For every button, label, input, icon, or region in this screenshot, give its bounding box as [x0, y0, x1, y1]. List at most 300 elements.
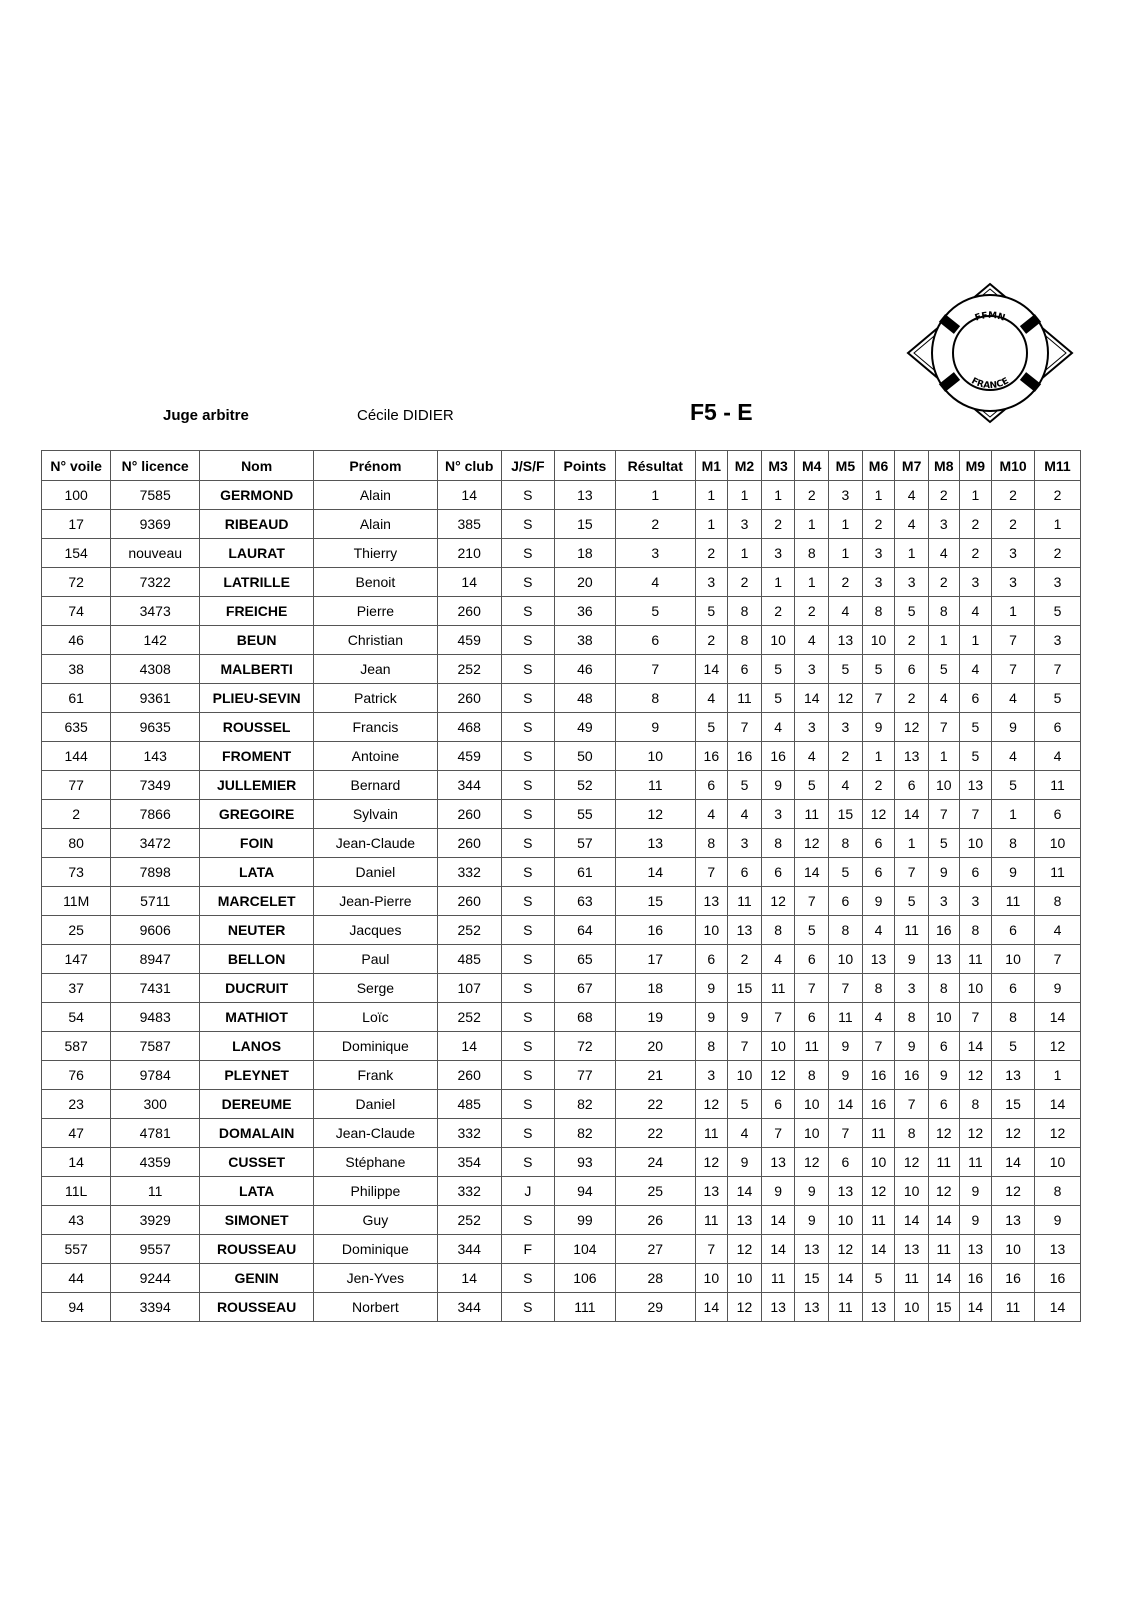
table-cell: 12 [795, 1148, 829, 1177]
column-header: M3 [761, 451, 795, 481]
table-cell: 4 [959, 597, 992, 626]
table-row [42, 1264, 1081, 1293]
table-cell: 10 [761, 626, 795, 655]
table-cell: 12 [829, 1235, 863, 1264]
table-cell: 14 [928, 1264, 959, 1293]
table-cell: S [501, 655, 554, 684]
table-cell: 2 [895, 626, 929, 655]
table-cell: 7866 [111, 800, 200, 829]
table-cell: 11 [895, 1264, 929, 1293]
table-cell: Alain [314, 510, 437, 539]
table-cell: 4 [695, 800, 728, 829]
table-cell: 4 [928, 539, 959, 568]
table-cell: 12 [1034, 1119, 1080, 1148]
table-cell: LANOS [200, 1032, 314, 1061]
table-cell: Benoit [314, 568, 437, 597]
table-cell: LATA [200, 1177, 314, 1206]
table-cell: 14 [761, 1235, 795, 1264]
table-cell: Jean-Claude [314, 1119, 437, 1148]
table-cell: 1 [862, 481, 895, 510]
table-cell: 9 [761, 771, 795, 800]
table-cell: 6 [695, 771, 728, 800]
table-cell: 2 [862, 510, 895, 539]
table-cell: 7 [862, 684, 895, 713]
table-cell: 8 [695, 829, 728, 858]
table-cell: 7 [928, 800, 959, 829]
table-cell: LATA [200, 858, 314, 887]
table-cell: 3 [829, 481, 863, 510]
table-cell: ROUSSEAU [200, 1293, 314, 1322]
table-row [42, 974, 1081, 1003]
table-cell: 7587 [111, 1032, 200, 1061]
table-cell: Paul [314, 945, 437, 974]
table-cell: 6 [795, 1003, 829, 1032]
table-cell: 20 [616, 1032, 696, 1061]
table-cell: 5 [795, 771, 829, 800]
table-cell: 4 [795, 626, 829, 655]
table-cell: 1 [695, 510, 728, 539]
table-cell: 2 [829, 568, 863, 597]
table-cell: LAURAT [200, 539, 314, 568]
table-cell: 14 [992, 1148, 1035, 1177]
table-cell: 14 [437, 568, 501, 597]
table-cell: 104 [554, 1235, 615, 1264]
table-cell: 14 [728, 1177, 762, 1206]
table-cell: 16 [1034, 1264, 1080, 1293]
table-cell: 46 [42, 626, 111, 655]
table-cell: 63 [554, 887, 615, 916]
table-cell: 3 [728, 829, 762, 858]
table-cell: 7431 [111, 974, 200, 1003]
column-header: M4 [795, 451, 829, 481]
table-cell: 12 [895, 1148, 929, 1177]
table-cell: 28 [616, 1264, 696, 1293]
table-cell: 3 [616, 539, 696, 568]
table-cell: 8 [728, 626, 762, 655]
table-cell: MATHIOT [200, 1003, 314, 1032]
table-cell: 48 [554, 684, 615, 713]
table-cell: 4 [761, 713, 795, 742]
table-cell: 43 [42, 1206, 111, 1235]
table-cell: 82 [554, 1090, 615, 1119]
table-cell: 16 [959, 1264, 992, 1293]
table-cell: Serge [314, 974, 437, 1003]
table-cell: 5 [795, 916, 829, 945]
table-cell: S [501, 1090, 554, 1119]
table-cell: 3 [761, 800, 795, 829]
table-cell: 7585 [111, 481, 200, 510]
table-cell: 5 [1034, 597, 1080, 626]
table-cell: 3 [761, 539, 795, 568]
table-cell: Alain [314, 481, 437, 510]
table-cell: 24 [616, 1148, 696, 1177]
table-cell: 1 [795, 510, 829, 539]
table-cell: 11 [862, 1206, 895, 1235]
table-cell: 10 [1034, 1148, 1080, 1177]
table-cell: 12 [616, 800, 696, 829]
table-cell: 4 [795, 742, 829, 771]
table-cell: 52 [554, 771, 615, 800]
table-cell: 2 [616, 510, 696, 539]
table-cell: 11 [895, 916, 929, 945]
table-cell: Dominique [314, 1032, 437, 1061]
table-cell: FREICHE [200, 597, 314, 626]
table-cell: 2 [795, 481, 829, 510]
table-cell: Jean-Pierre [314, 887, 437, 916]
table-cell: 8 [895, 1003, 929, 1032]
table-cell: S [501, 597, 554, 626]
table-cell: 5 [992, 1032, 1035, 1061]
table-cell: 11 [992, 1293, 1035, 1322]
table-cell: 5 [728, 1090, 762, 1119]
table-cell: 11 [992, 887, 1035, 916]
table-cell: 61 [554, 858, 615, 887]
table-cell: 260 [437, 1061, 501, 1090]
column-header: M1 [695, 451, 728, 481]
table-cell: 23 [42, 1090, 111, 1119]
table-cell: 36 [554, 597, 615, 626]
table-cell: 3473 [111, 597, 200, 626]
table-cell: 9 [1034, 974, 1080, 1003]
table-cell: 26 [616, 1206, 696, 1235]
table-cell: 10 [695, 916, 728, 945]
table-cell: S [501, 626, 554, 655]
table-cell: 9 [829, 1061, 863, 1090]
table-cell: 94 [554, 1177, 615, 1206]
table-cell: 9 [829, 1032, 863, 1061]
table-cell: 8 [728, 597, 762, 626]
table-cell: Philippe [314, 1177, 437, 1206]
table-cell: 14 [1034, 1003, 1080, 1032]
table-row [42, 539, 1081, 568]
table-cell: 3 [795, 655, 829, 684]
table-cell: 1 [761, 481, 795, 510]
table-cell: 9 [616, 713, 696, 742]
table-cell: 14 [695, 1293, 728, 1322]
table-cell: 20 [554, 568, 615, 597]
table-cell: 5 [728, 771, 762, 800]
table-cell: 6 [895, 771, 929, 800]
table-cell: 8 [992, 829, 1035, 858]
table-cell: LATRILLE [200, 568, 314, 597]
table-cell: 11 [1034, 771, 1080, 800]
table-cell: 2 [829, 742, 863, 771]
table-cell: 4781 [111, 1119, 200, 1148]
table-cell: 3 [992, 568, 1035, 597]
table-cell: 9 [1034, 1206, 1080, 1235]
table-cell: 7 [895, 858, 929, 887]
table-cell: 12 [695, 1090, 728, 1119]
table-cell: 2 [928, 568, 959, 597]
table-cell: 12 [959, 1061, 992, 1090]
table-cell: 11 [695, 1206, 728, 1235]
table-cell: 13 [862, 1293, 895, 1322]
table-cell: 3 [992, 539, 1035, 568]
table-cell: 10 [795, 1090, 829, 1119]
table-cell: 10 [616, 742, 696, 771]
table-cell: 11 [862, 1119, 895, 1148]
table-cell: 29 [616, 1293, 696, 1322]
table-cell: 21 [616, 1061, 696, 1090]
table-row [42, 1119, 1081, 1148]
table-cell: 9 [728, 1003, 762, 1032]
table-cell: 11M [42, 887, 111, 916]
table-cell: 13 [862, 945, 895, 974]
table-cell: S [501, 713, 554, 742]
table-cell: 4308 [111, 655, 200, 684]
table-cell: 12 [992, 1119, 1035, 1148]
table-cell: 5 [695, 713, 728, 742]
table-cell: FOIN [200, 829, 314, 858]
table-cell: 47 [42, 1119, 111, 1148]
table-cell: 8 [761, 916, 795, 945]
table-cell: Jen-Yves [314, 1264, 437, 1293]
table-cell: 4 [1034, 742, 1080, 771]
table-cell: 8 [795, 539, 829, 568]
table-cell: 142 [111, 626, 200, 655]
table-cell: 13 [554, 481, 615, 510]
table-cell: 4 [728, 1119, 762, 1148]
table-row [42, 1206, 1081, 1235]
table-cell: 1 [829, 510, 863, 539]
table-cell: 6 [829, 887, 863, 916]
table-cell: 2 [928, 481, 959, 510]
table-cell: 260 [437, 887, 501, 916]
table-cell: 9635 [111, 713, 200, 742]
table-cell: 6 [728, 858, 762, 887]
table-cell: ROUSSEAU [200, 1235, 314, 1264]
table-cell: 485 [437, 1090, 501, 1119]
table-cell: 6 [928, 1090, 959, 1119]
table-cell: 300 [111, 1090, 200, 1119]
table-cell: 8 [761, 829, 795, 858]
table-cell: S [501, 1293, 554, 1322]
table-row [42, 510, 1081, 539]
table-cell: 9 [761, 1177, 795, 1206]
table-cell: 14 [795, 684, 829, 713]
table-row [42, 597, 1081, 626]
table-cell: GENIN [200, 1264, 314, 1293]
column-header: J/S/F [501, 451, 554, 481]
table-cell: Thierry [314, 539, 437, 568]
column-header: M11 [1034, 451, 1080, 481]
table-cell: 4 [895, 510, 929, 539]
table-cell: 6 [795, 945, 829, 974]
table-cell: S [501, 1148, 554, 1177]
table-cell: 16 [895, 1061, 929, 1090]
table-cell: 354 [437, 1148, 501, 1177]
table-cell: 9244 [111, 1264, 200, 1293]
table-cell: 82 [554, 1119, 615, 1148]
table-cell: 3 [862, 539, 895, 568]
table-cell: DOMALAIN [200, 1119, 314, 1148]
table-cell: 8 [795, 1061, 829, 1090]
table-cell: 3 [795, 713, 829, 742]
table-cell: 10 [895, 1293, 929, 1322]
table-row [42, 1032, 1081, 1061]
table-cell: 1 [959, 481, 992, 510]
table-cell: S [501, 1032, 554, 1061]
table-cell: 7322 [111, 568, 200, 597]
table-cell: DEREUME [200, 1090, 314, 1119]
table-cell: S [501, 858, 554, 887]
table-cell: 2 [895, 684, 929, 713]
table-cell: Daniel [314, 858, 437, 887]
table-cell: S [501, 945, 554, 974]
table-cell: 9 [795, 1177, 829, 1206]
table-cell: 4 [862, 916, 895, 945]
table-cell: 18 [616, 974, 696, 1003]
table-cell: 12 [695, 1148, 728, 1177]
table-cell: 1 [928, 626, 959, 655]
table-cell: 6 [761, 1090, 795, 1119]
table-cell: 14 [437, 1264, 501, 1293]
table-cell: 10 [959, 974, 992, 1003]
table-cell: 7 [728, 713, 762, 742]
table-cell: PLIEU-SEVIN [200, 684, 314, 713]
table-cell: GREGOIRE [200, 800, 314, 829]
table-cell: S [501, 887, 554, 916]
table-cell: 1 [992, 597, 1035, 626]
table-cell: 3 [928, 887, 959, 916]
table-cell: 1 [761, 568, 795, 597]
table-cell: 11 [795, 800, 829, 829]
table-cell: 252 [437, 655, 501, 684]
table-cell: 12 [928, 1119, 959, 1148]
table-cell: 27 [616, 1235, 696, 1264]
table-cell: 468 [437, 713, 501, 742]
table-cell: 3 [862, 568, 895, 597]
table-cell: 210 [437, 539, 501, 568]
table-cell: 13 [992, 1206, 1035, 1235]
table-cell: 14 [616, 858, 696, 887]
table-cell: 14 [862, 1235, 895, 1264]
column-header: M9 [959, 451, 992, 481]
table-cell: 16 [728, 742, 762, 771]
table-cell: 10 [829, 945, 863, 974]
table-cell: 5 [928, 655, 959, 684]
table-cell: 332 [437, 1177, 501, 1206]
table-cell: FROMENT [200, 742, 314, 771]
table-cell: 9483 [111, 1003, 200, 1032]
table-cell: 19 [616, 1003, 696, 1032]
table-cell: S [501, 539, 554, 568]
table-cell: 12 [862, 800, 895, 829]
table-cell: 6 [992, 916, 1035, 945]
table-cell: 10 [959, 829, 992, 858]
table-cell: 332 [437, 1119, 501, 1148]
table-cell: 6 [616, 626, 696, 655]
table-cell: 14 [829, 1090, 863, 1119]
table-cell: 5 [895, 597, 929, 626]
table-cell: 2 [728, 945, 762, 974]
table-cell: 9369 [111, 510, 200, 539]
table-cell: 1 [992, 800, 1035, 829]
table-cell: 6 [862, 829, 895, 858]
table-cell: 11L [42, 1177, 111, 1206]
table-cell: 6 [728, 655, 762, 684]
table-cell: 7 [695, 858, 728, 887]
table-cell: Bernard [314, 771, 437, 800]
table-cell: 344 [437, 771, 501, 800]
table-cell: 6 [761, 858, 795, 887]
table-cell: Francis [314, 713, 437, 742]
table-cell: 260 [437, 800, 501, 829]
table-cell: S [501, 1003, 554, 1032]
table-cell: 6 [895, 655, 929, 684]
table-cell: Guy [314, 1206, 437, 1235]
table-cell: S [501, 1061, 554, 1090]
table-cell: 6 [959, 684, 992, 713]
table-cell: 4 [862, 1003, 895, 1032]
table-cell: 1 [695, 481, 728, 510]
table-cell: 7 [795, 974, 829, 1003]
table-cell: 15 [616, 887, 696, 916]
table-cell: 9784 [111, 1061, 200, 1090]
table-cell: 1 [1034, 1061, 1080, 1090]
table-cell: Dominique [314, 1235, 437, 1264]
table-cell: SIMONET [200, 1206, 314, 1235]
table-cell: 13 [992, 1061, 1035, 1090]
table-cell: 67 [554, 974, 615, 1003]
column-header: N° club [437, 451, 501, 481]
table-cell: 4 [992, 684, 1035, 713]
table-cell: 15 [728, 974, 762, 1003]
table-cell: 4359 [111, 1148, 200, 1177]
table-cell: 14 [928, 1206, 959, 1235]
table-cell: 7 [761, 1003, 795, 1032]
table-cell: 587 [42, 1032, 111, 1061]
table-cell: CUSSET [200, 1148, 314, 1177]
table-cell: S [501, 742, 554, 771]
table-row [42, 742, 1081, 771]
table-row [42, 771, 1081, 800]
table-row [42, 626, 1081, 655]
table-cell: 8947 [111, 945, 200, 974]
table-cell: 7 [795, 887, 829, 916]
table-cell: 1 [928, 742, 959, 771]
table-cell: 17 [42, 510, 111, 539]
table-cell: 15 [554, 510, 615, 539]
table-cell: 252 [437, 1206, 501, 1235]
table-cell: 6 [992, 974, 1035, 1003]
table-cell: 14 [437, 1032, 501, 1061]
table-cell: 3 [895, 568, 929, 597]
table-cell: S [501, 684, 554, 713]
table-cell: 260 [437, 597, 501, 626]
table-cell: 13 [728, 916, 762, 945]
table-cell: 10 [928, 1003, 959, 1032]
table-cell: 7 [959, 800, 992, 829]
table-cell: 10 [895, 1177, 929, 1206]
table-cell: F [501, 1235, 554, 1264]
table-cell: 459 [437, 626, 501, 655]
table-cell: S [501, 1119, 554, 1148]
table-cell: 14 [761, 1206, 795, 1235]
table-cell: 14 [1034, 1293, 1080, 1322]
table-cell: 74 [42, 597, 111, 626]
column-header: Points [554, 451, 615, 481]
table-cell: 8 [959, 916, 992, 945]
table-cell: 2 [761, 510, 795, 539]
table-cell: 13 [829, 1177, 863, 1206]
table-cell: 5 [616, 597, 696, 626]
table-cell: 3 [959, 887, 992, 916]
column-header: Prénom [314, 451, 437, 481]
table-cell: 57 [554, 829, 615, 858]
table-cell: 1 [1034, 510, 1080, 539]
table-cell: 10 [695, 1264, 728, 1293]
